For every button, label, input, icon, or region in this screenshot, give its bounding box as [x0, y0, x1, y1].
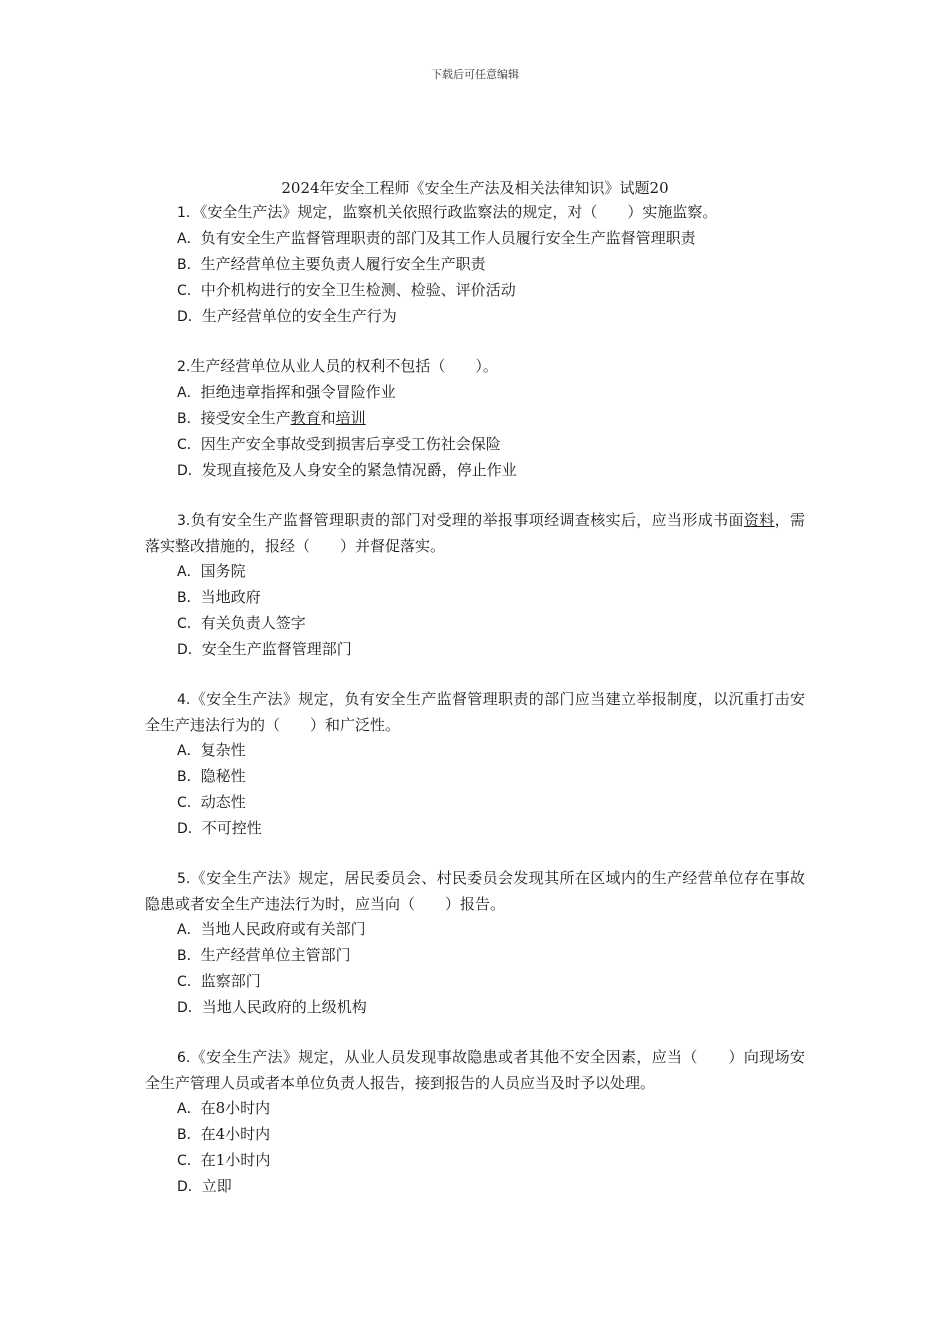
option-letter: A． — [177, 1101, 201, 1117]
option-text: 安全生产监督管理部门 — [201, 640, 352, 658]
option-text: 当地政府 — [200, 588, 261, 606]
option-c — [145, 969, 805, 995]
option-letter: C． — [177, 437, 201, 453]
option-b — [145, 406, 805, 432]
document-title: 2024年安全工程师《安全生产法及相关法律知识》试题20 — [281, 179, 669, 197]
option-letter: C． — [177, 974, 201, 990]
option-text: 复杂性 — [200, 741, 246, 759]
option-text: 动态性 — [200, 793, 246, 811]
option-d — [145, 995, 805, 1021]
question-number: 3. — [177, 513, 191, 529]
question-text: 生产经营单位从业人员的权利不包括（ ）。 — [190, 357, 498, 375]
question-stem — [145, 508, 805, 559]
question-number: 2. — [177, 359, 191, 375]
question-number: 5. — [177, 871, 191, 887]
option-b — [145, 1122, 805, 1148]
question-text-post: ，需落实整改措施的，报经（ ）并督促落实。 — [145, 511, 805, 555]
option-letter: A． — [177, 743, 201, 759]
option-a — [145, 226, 805, 252]
option-d — [145, 1174, 805, 1200]
option-letter: D． — [177, 1179, 202, 1195]
option-letter: D． — [177, 1000, 202, 1016]
option-text: 隐秘性 — [200, 767, 246, 785]
question-text: 《安全生产法》规定，负有安全生产监督管理职责的部门应当建立举报制度，以沉重打击安全生产违法行为的（ ）和广泛性。 — [145, 690, 805, 734]
option-letter: D． — [177, 463, 202, 479]
option-c — [145, 611, 805, 637]
question-stem — [145, 687, 805, 738]
option-text: 生产经营单位的安全生产行为 — [201, 307, 397, 325]
option-b — [145, 943, 805, 969]
question-text: 《安全生产法》规定，监察机关依照行政监察法的规定，对（ ）实施监察。 — [199, 203, 718, 221]
option-letter: B． — [177, 1127, 201, 1143]
option-text: 有关负责人签字 — [200, 614, 306, 632]
question-number: 4. — [177, 692, 191, 708]
option-text: 在4小时内 — [200, 1125, 271, 1143]
option-d — [145, 637, 805, 663]
option-text: 生产经营单位主管部门 — [200, 946, 351, 964]
option-b — [145, 585, 805, 611]
question-text: 负有安全生产监督管理职责的部门对受理的举报事项经调查核实后，应当形成书面 — [190, 511, 744, 529]
link-education[interactable]: 教育 — [290, 409, 321, 427]
option-a — [145, 1096, 805, 1122]
question-3 — [145, 508, 805, 663]
option-text: 生产经营单位主要负责人履行安全生产职责 — [200, 255, 486, 273]
question-number: 1． — [177, 205, 200, 221]
option-c — [145, 1148, 805, 1174]
option-letter: B． — [177, 948, 201, 964]
option-letter: A． — [177, 564, 201, 580]
question-stem — [145, 200, 805, 226]
option-text: 立即 — [201, 1177, 232, 1195]
option-c — [145, 432, 805, 458]
option-letter: D． — [177, 821, 202, 837]
question-stem — [145, 866, 805, 917]
option-letter: B． — [177, 590, 201, 606]
question-4 — [145, 687, 805, 842]
option-d — [145, 816, 805, 842]
question-text: 《安全生产法》规定，从业人员发现事故隐患或者其他不安全因素，应当（ ）向现场安全生产管理人员或者本单位负责人报告，接到报告的人员应当及时予以处理。 — [145, 1048, 805, 1092]
option-letter: C． — [177, 795, 201, 811]
option-letter: A． — [177, 922, 201, 938]
option-text: 中介机构进行的安全卫生检测、检验、评价活动 — [200, 281, 516, 299]
link-training[interactable]: 培训 — [335, 409, 366, 427]
option-a — [145, 380, 805, 406]
link-materials[interactable]: 资料 — [743, 511, 775, 529]
option-letter: A． — [177, 385, 201, 401]
option-d — [145, 304, 805, 330]
option-text: 在8小时内 — [200, 1099, 271, 1117]
option-text: 发现直接危及人身安全的紧急情况爵，停止作业 — [201, 461, 517, 479]
option-letter: C． — [177, 283, 201, 299]
option-letter: B． — [177, 769, 201, 785]
option-b — [145, 252, 805, 278]
option-text: 国务院 — [200, 562, 246, 580]
question-5 — [145, 866, 805, 1021]
question-6 — [145, 1045, 805, 1200]
option-text: 接受安全生产 — [200, 409, 291, 427]
option-letter: D． — [177, 309, 202, 325]
option-text: 负有安全生产监督管理职责的部门及其工作人员履行安全生产监督管理职责 — [200, 229, 696, 247]
option-text: 当地人民政府的上级机构 — [201, 998, 367, 1016]
option-text: 当地人民政府或有关部门 — [200, 920, 366, 938]
option-a — [145, 559, 805, 585]
question-stem — [145, 354, 805, 380]
header-note: 下载后可任意编辑 — [431, 68, 519, 81]
option-a — [145, 738, 805, 764]
option-text: 因生产安全事故受到损害后享受工伤社会保险 — [200, 435, 501, 453]
question-2 — [145, 354, 805, 484]
option-text: 不可控性 — [201, 819, 262, 837]
option-letter: A． — [177, 231, 201, 247]
question-number: 6. — [177, 1050, 191, 1066]
option-letter: B． — [177, 411, 201, 427]
option-text: 在1小时内 — [200, 1151, 271, 1169]
option-text-mid: 和 — [320, 409, 336, 427]
option-c — [145, 278, 805, 304]
option-letter: B． — [177, 257, 201, 273]
option-d — [145, 458, 805, 484]
option-letter: C． — [177, 1153, 201, 1169]
option-b — [145, 764, 805, 790]
option-letter: C． — [177, 616, 201, 632]
question-1 — [145, 200, 805, 330]
option-text: 拒绝违章指挥和强令冒险作业 — [200, 383, 396, 401]
option-a — [145, 917, 805, 943]
question-list — [145, 200, 805, 1224]
question-text: 《安全生产法》规定，居民委员会、村民委员会发现其所在区域内的生产经营单位存在事故隐患或者安全生产违法行为时，应当向（ ）报告。 — [145, 869, 805, 913]
option-letter: D． — [177, 642, 202, 658]
option-text: 监察部门 — [200, 972, 261, 990]
option-c — [145, 790, 805, 816]
question-stem — [145, 1045, 805, 1096]
